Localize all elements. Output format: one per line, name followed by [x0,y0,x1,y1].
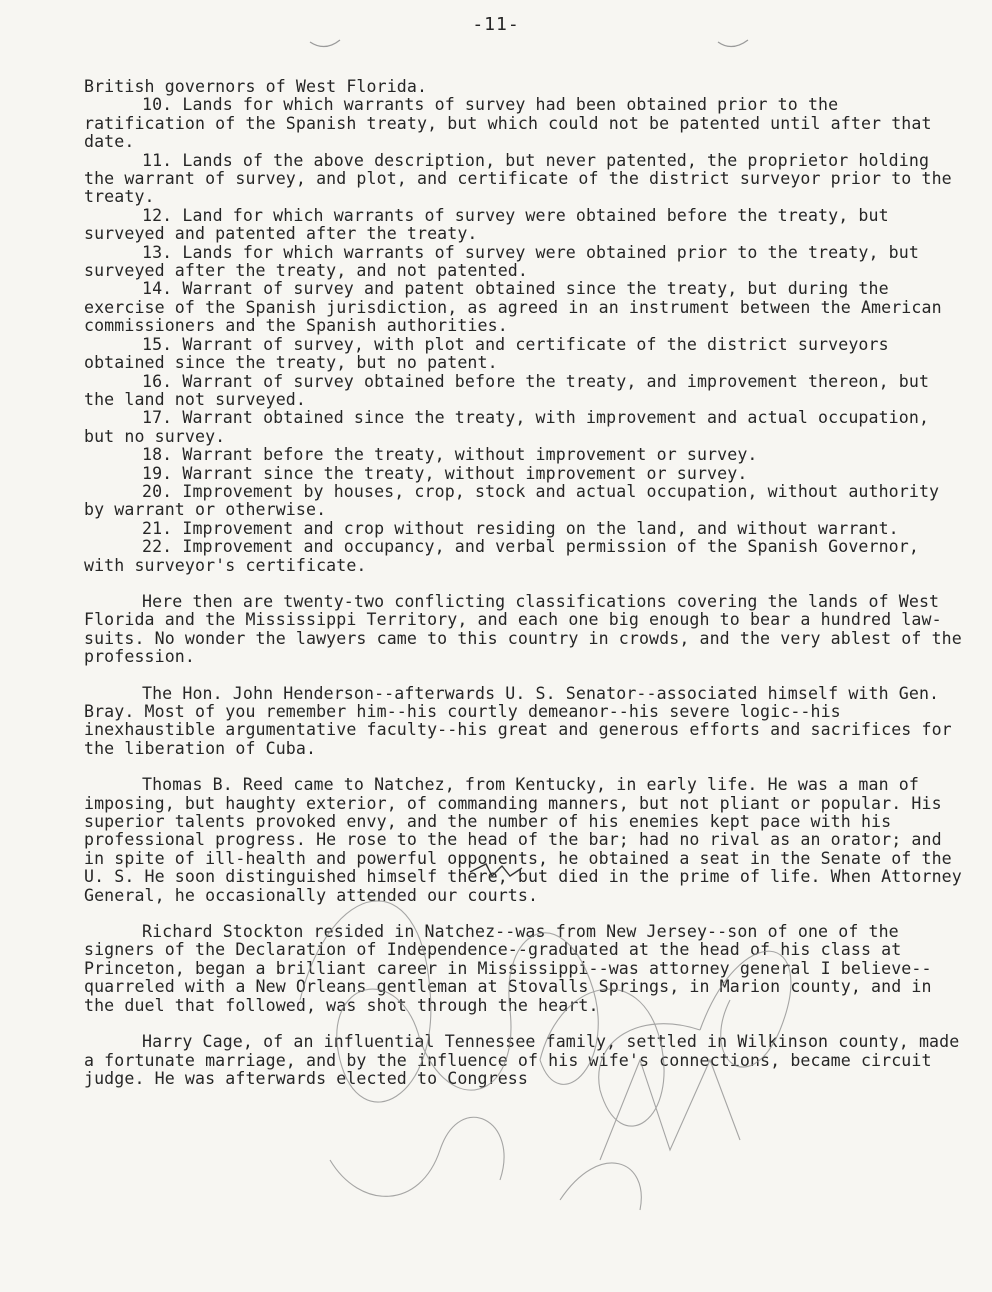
list-item: 21. Improvement and crop without residing on the land, and without warrant. [142,518,899,538]
opening-line: British governors of West Florida. [84,77,428,96]
margin-marks-decoration [0,0,992,80]
list-item: 13. Lands for which warrants of survey were obtained prior to the treaty, but surveyed after the treaty, and not patented. [84,242,919,281]
body-paragraph: The Hon. John Henderson--afterwards U. S. Senator--associated himself with Gen. Bray. Most of you remember him--his courtly demeanor--his severe logic--his inexhaustible argumentative faculty--his great and generous efforts and sacrifices for the liberation of Cuba. [84,683,952,758]
list-item: 15. Warrant of survey, with plot and certificate of the district surveyors obtained since the treaty, but no patent. [84,334,889,373]
body-paragraph: Thomas B. Reed came to Natchez, from Kentucky, in early life. He was a man of imposing, but haughty exterior, of commanding manners, but not pliant or popular. His superior talents provoked envy, and the number of his enemies kept pace with his professional progress. He rose to the head of the bar; had no rival as an orator; and in spite of ill-health and powerful opponents, he obtained a seat in the Senate of the U. S. He soon distinguished himself there, but died in the prime of life. When Attorney General, he occasionally attended our courts. [84,775,962,905]
body-paragraph: Richard Stockton resided in Natchez--was from New Jersey--son of one of the signers of the Declaration of Independence--graduated at the head of his class at Princeton, began a brilliant career in Mississippi--was attorney general I believe--quarreled with a New Orleans gentleman at Stovalls Springs, in Marion county, and in the duel that followed, was shot through the heart. [84,922,932,1015]
body-paragraph: Here then are twenty-two conflicting classifications covering the lands of West Florida and the Mississippi Territory, and each one big enough to bear a hundred law-suits. No wonder the lawyers came to this country in crowds, and the very ablest of the profession. [84,591,962,667]
list-item: 14. Warrant of survey and patent obtained since the treaty, but during the exercise of the Spanish jurisdiction, as agreed in an instrument between the American commissioners and the Spanish authorities. [84,279,942,336]
list-item: 10. Lands for which warrants of survey had been obtained prior to the ratification of the Spanish treaty, but which could not be patented until after that date. [84,95,932,152]
list-item: 16. Warrant of survey obtained before the treaty, and improvement thereon, but the land not surveyed. [84,371,930,409]
list-item: 22. Improvement and occupancy, and verbal permission of the Spanish Governor, with surveyor's certificate. [84,537,919,575]
list-item: 19. Warrant since the treaty, without improvement or survey. [142,463,748,483]
page-number: -11- [472,14,520,35]
document-body [84,78,964,1088]
list-item: 12. Land for which warrants of survey were obtained before the treaty, but surveyed and patented after the treaty. [84,205,889,244]
list-item: 17. Warrant obtained since the treaty, with improvement and actual occupation, but no survey. [84,408,930,446]
list-item: 18. Warrant before the treaty, without improvement or survey. [142,445,758,465]
list-item: 20. Improvement by houses, crop, stock and actual occupation, without authority by warrant or otherwise. [84,481,940,520]
list-item: 11. Lands of the above description, but never patented, the proprietor holding the warrant of survey, and plot, and certificate of the district surveyor prior to the treaty. [84,150,952,207]
body-paragraph: Harry Cage, of an influential Tennessee family, settled in Wilkinson county, made a fortunate marriage, and by the influence of his wife's connections, became circuit judge. He was afterwards elected to Congress [84,1032,960,1088]
